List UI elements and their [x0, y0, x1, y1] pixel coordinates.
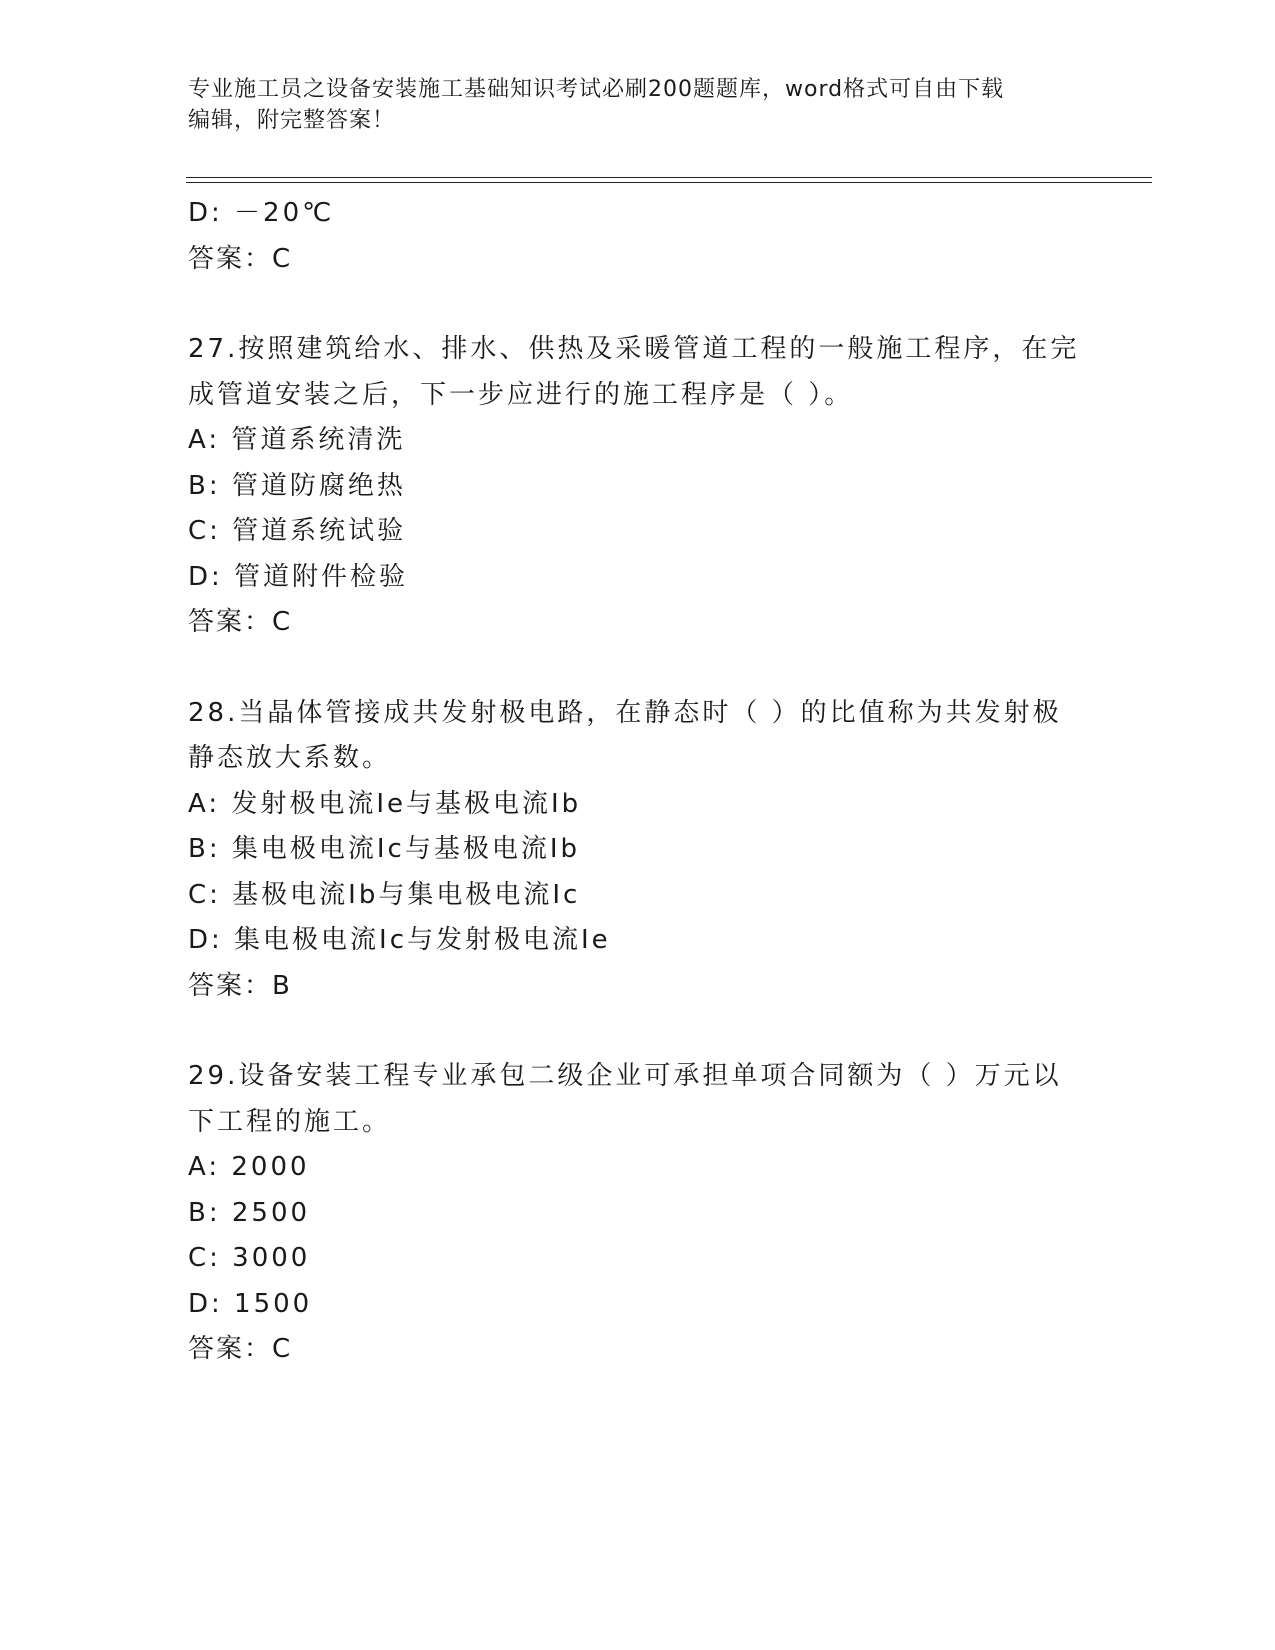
header-divider-top: [186, 177, 1152, 178]
option-a: A: 发射极电流Ie与基极电流Ib: [188, 788, 582, 819]
answer-line: 答案：C: [188, 243, 293, 274]
option-d: D: 管道附件检验: [188, 561, 409, 592]
answer-line: 答案：C: [188, 1334, 293, 1364]
question-stem-line-2: 静态放大系数。: [188, 743, 392, 773]
question-26-tail: [188, 191, 1078, 282]
question-stem-line-2: 下工程的施工。: [188, 1106, 392, 1137]
option-a: A: 2000: [188, 1152, 310, 1182]
answer-line: 答案：C: [188, 607, 293, 637]
option-a: A: 管道系统清洗: [188, 425, 406, 455]
header-title-line-2: 编辑，附完整答案！: [188, 108, 396, 133]
answer-line: 答案：B: [188, 970, 292, 1001]
option-c: C: 3000: [188, 1243, 311, 1273]
document-header: [188, 74, 1068, 136]
question-stem-line-1: 28.当晶体管接成共发射极电路，在静态时（ ）的比值称为共发射极: [188, 697, 1062, 728]
option-c: C: 管道系统试验: [188, 516, 407, 546]
header-divider-bottom: [186, 182, 1152, 183]
question-stem-line-1: 29.设备安装工程专业承包二级企业可承担单项合同额为（ ）万元以: [188, 1061, 1062, 1091]
question-stem-line-2: 成管道安装之后，下一步应进行的施工程序是（ ）。: [188, 379, 854, 410]
option-b: B: 管道防腐绝热: [188, 470, 406, 501]
option-b: B: 2500: [188, 1197, 311, 1228]
header-title-line-1: 专业施工员之设备安装施工基础知识考试必刷200题题库，word格式可自由下载: [188, 77, 1005, 102]
question-27: [188, 327, 1078, 646]
option-b: B: 集电极电流Ic与基极电流Ib: [188, 834, 580, 864]
question-spacer: [188, 646, 1078, 691]
option-d: D: 1500: [188, 1288, 313, 1319]
question-spacer: [188, 1009, 1078, 1054]
document-body: [188, 191, 1078, 1373]
question-29: [188, 1054, 1078, 1373]
option-c: C: 基极电流Ib与集电极电流Ic: [188, 879, 581, 910]
option-d: D: 集电极电流Ic与发射极电流Ie: [188, 925, 611, 955]
question-spacer: [188, 282, 1078, 327]
question-28: [188, 691, 1078, 1010]
option-d: D: －20℃: [188, 198, 335, 228]
question-stem-line-1: 27.按照建筑给水、排水、供热及采暖管道工程的一般施工程序，在完: [188, 334, 1080, 364]
